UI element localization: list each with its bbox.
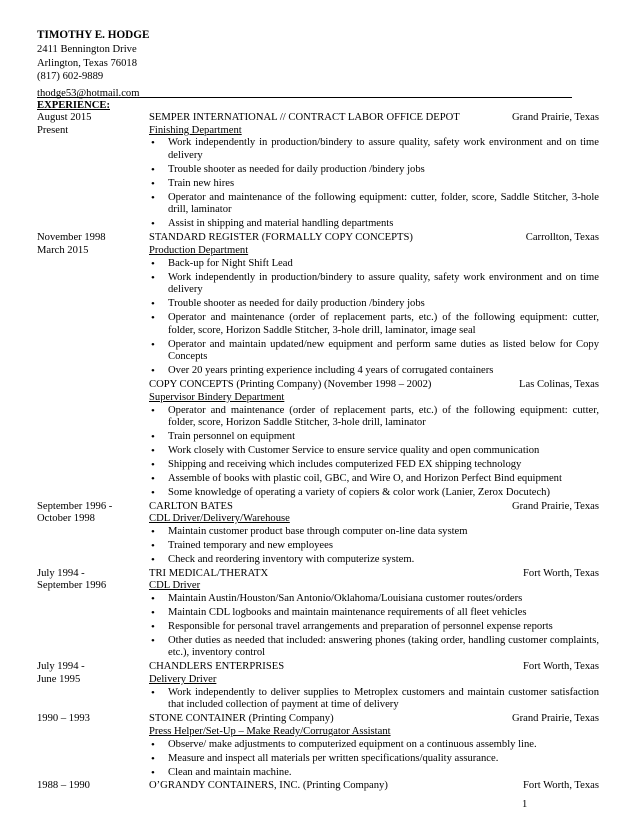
- company-line: [149, 379, 599, 392]
- entry-body: [149, 379, 599, 500]
- duty-item: • Maintain CDL logbooks and maintain maintenance requirements of all fleet vehicles: [149, 607, 599, 620]
- entry-body: [149, 112, 599, 232]
- entry-dates: [37, 379, 149, 500]
- duty-item: • Over 20 years printing experience including 4 years of corrugated containers: [149, 365, 599, 378]
- department-title: CDL Driver: [149, 580, 201, 592]
- entry-dates: [37, 568, 149, 662]
- experience-heading: EXPERIENCE:: [37, 100, 110, 111]
- duty-list: [149, 593, 599, 660]
- duty-item: • Shipping and receiving which includes computerized FED EX shipping technology: [149, 459, 599, 472]
- duty-list: [149, 137, 599, 231]
- duty-item: • Some knowledge of operating a variety of copiers & color work (Lanier, Zerox Docutech): [149, 487, 599, 500]
- company-location: Grand Prairie, Texas: [511, 713, 599, 725]
- duty-item: • Observe/ make adjustments to computerized equipment on a continuous assembly line.: [149, 739, 599, 752]
- date-line: July 1994 -: [37, 661, 85, 673]
- duty-item: • Clean and maintain machine.: [149, 767, 599, 780]
- duty-item: • Work independently in production/bindery to assure quality, safety work environment and on time delivery: [149, 272, 599, 297]
- entry-body: [149, 568, 599, 662]
- duty-item: • Train personnel on equipment: [149, 431, 599, 444]
- entry-dates: [37, 112, 149, 232]
- duty-item: • Operator and maintenance (order of replacement parts, etc.) of the following equipment: cutter, folder, score, Horizon Saddle Stitcher, 3-hole drill, laminator: [149, 405, 599, 430]
- company-name: SEMPER INTERNATIONAL // CONTRACT LABOR OFFICE DEPOT: [149, 112, 460, 123]
- entry-dates: [37, 713, 149, 780]
- duty-item: • Check and reordering inventory with computerize system.: [149, 554, 599, 567]
- department-title: Finishing Department: [149, 124, 242, 136]
- entry-body: [149, 661, 599, 713]
- date-line: September 1996 -: [37, 500, 113, 512]
- entry-body: [149, 501, 599, 568]
- duty-item: • Trouble shooter as needed for daily production /bindery jobs: [149, 298, 599, 311]
- email-address: thodge53@hotmail.com: [37, 88, 140, 100]
- date-line: November 1998: [37, 232, 106, 244]
- header-divider: [37, 97, 572, 98]
- department-title: CDL Driver/Delivery/Warehouse: [149, 513, 290, 525]
- duty-list: [149, 687, 599, 712]
- duty-item: • Train new hires: [149, 178, 599, 191]
- company-line: [149, 232, 599, 245]
- address-line-2: Arlington, Texas 76018: [37, 57, 137, 69]
- duty-item: • Assemble of books with plastic coil, GBC, and Wire O, and Horizon Perfect Bind equipment: [149, 473, 599, 486]
- company-name: STANDARD REGISTER (FORMALLY COPY CONCEPTS): [149, 232, 413, 244]
- duty-list: [149, 526, 599, 566]
- department-title: Supervisor Bindery Department: [149, 391, 285, 403]
- company-name: CARLTON BATES: [149, 500, 233, 512]
- duty-item: • Assist in shipping and material handling departments: [149, 218, 599, 231]
- duty-item: • Operator and maintain updated/new equipment and perform same duties as listed below for Copy Concepts: [149, 339, 599, 364]
- duty-item: • Operator and maintenance of the following equipment: cutter, folder, score, Saddle Stitcher, 3-hole drill, laminator: [149, 192, 599, 217]
- duty-list: [149, 739, 599, 779]
- duty-item: • Trained temporary and new employees: [149, 540, 599, 553]
- company-line: [149, 501, 599, 514]
- experience-list: [37, 112, 599, 793]
- duty-list: [149, 258, 599, 378]
- page-number: 1: [522, 799, 528, 810]
- company-name: CHANDLERS ENTERPRISES: [149, 661, 285, 673]
- department-title: Press Helper/Set-Up – Make Ready/Corrugator Assistant: [149, 726, 391, 738]
- company-line: [149, 112, 599, 125]
- phone-number: (817) 602-9889: [37, 71, 104, 83]
- company-name: COPY CONCEPTS (Printing Company) (November 1998 – 2002): [149, 379, 432, 391]
- date-line: 1988 – 1990: [37, 780, 90, 792]
- company-name: TRI MEDICAL/THERATX: [149, 567, 269, 579]
- entry-body: [149, 780, 599, 793]
- company-line: [149, 568, 599, 581]
- duty-item: • Back-up for Night Shift Lead: [149, 258, 599, 271]
- duty-item: • Work independently in production/bindery to assure quality, safety work environment and on time delivery: [149, 137, 599, 162]
- date-line: August 2015: [37, 112, 92, 123]
- date-line: March 2015: [37, 244, 89, 256]
- company-location: Las Colinas, Texas: [519, 379, 599, 391]
- company-location: Fort Worth, Texas: [523, 567, 599, 579]
- company-location: Carrollton, Texas: [525, 232, 599, 244]
- resume-header: [37, 29, 149, 101]
- duty-item: • Maintain customer product base through computer on-line data system: [149, 526, 599, 539]
- experience-entry: [37, 232, 599, 379]
- experience-entry: [37, 501, 599, 568]
- company-line: [149, 661, 599, 674]
- entry-body: [149, 713, 599, 780]
- duty-item: • Measure and inspect all materials per written specifications/quality assurance.: [149, 753, 599, 766]
- candidate-name: TIMOTHY E. HODGE: [37, 29, 150, 41]
- duty-item: • Work independently to deliver supplies to Metroplex customers and maintain customer satisfaction that included collection of payment at time of delivery: [149, 687, 599, 712]
- duty-list: [149, 405, 599, 500]
- date-line: September 1996: [37, 580, 107, 592]
- company-name: STONE CONTAINER (Printing Company): [149, 713, 334, 725]
- date-line: October 1998: [37, 513, 95, 525]
- address-line-1: 2411 Bennington Drive: [37, 43, 137, 55]
- date-line: Present: [37, 124, 69, 136]
- entry-body: [149, 232, 599, 379]
- experience-entry: [37, 780, 599, 793]
- company-line: [149, 713, 599, 726]
- company-line: [149, 780, 599, 793]
- entry-dates: [37, 501, 149, 568]
- duty-item: • Responsible for personal travel arrangements and preparation of personnel expense reports: [149, 621, 599, 634]
- date-line: 1990 – 1993: [37, 713, 90, 725]
- company-location: Fort Worth, Texas: [523, 780, 599, 792]
- duty-item: • Maintain Austin/Houston/San Antonio/Oklahoma/Louisiana customer routes/orders: [149, 593, 599, 606]
- experience-entry: [37, 112, 599, 232]
- company-location: Grand Prairie, Texas: [511, 112, 599, 123]
- duty-item: • Other duties as needed that included: answering phones (taking order, handling customer complaints, etc.), inventory control: [149, 635, 599, 660]
- duty-item: • Operator and maintenance (order of replacement parts, etc.) of the following equipment: cutter, folder, score, Horizon Saddle Stitcher, 3-hole drill, laminator, image seal: [149, 312, 599, 337]
- entry-dates: [37, 780, 149, 793]
- experience-entry: [37, 568, 599, 662]
- department-title: Production Department: [149, 244, 249, 256]
- company-location: Fort Worth, Texas: [523, 661, 599, 673]
- entry-dates: [37, 232, 149, 379]
- experience-entry: [37, 661, 599, 713]
- department-title: Delivery Driver: [149, 674, 217, 686]
- entry-dates: [37, 661, 149, 713]
- experience-entry: [37, 713, 599, 780]
- date-line: July 1994 -: [37, 567, 85, 579]
- date-line: June 1995: [37, 674, 81, 686]
- experience-entry: [37, 379, 599, 500]
- company-location: Grand Prairie, Texas: [511, 500, 599, 512]
- duty-item: • Trouble shooter as needed for daily production /bindery jobs: [149, 164, 599, 177]
- duty-item: • Work closely with Customer Service to ensure service quality and open communication: [149, 445, 599, 458]
- company-name: O’GRANDY CONTAINERS, INC. (Printing Company): [149, 780, 388, 792]
